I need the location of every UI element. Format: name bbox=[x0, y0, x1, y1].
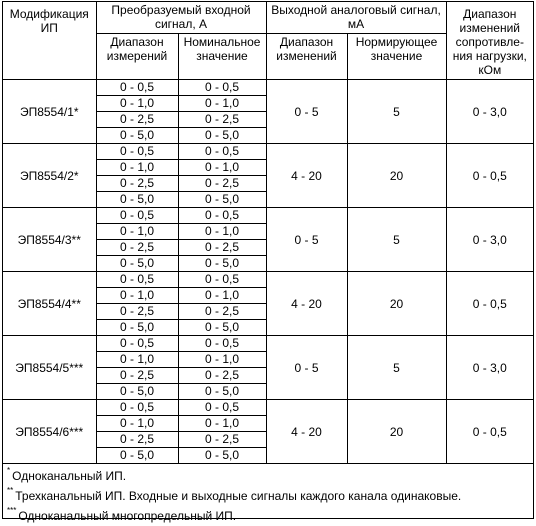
nominal-cell: 0 - 5,0 bbox=[178, 320, 266, 336]
header-load: Диапазон изменений сопротивле-ния нагрузки, кОм bbox=[446, 2, 533, 80]
out-range-cell: 4 - 20 bbox=[266, 144, 347, 208]
range-cell: 0 - 1,0 bbox=[96, 160, 178, 176]
table-row bbox=[3, 400, 533, 416]
range-cell: 0 - 0,5 bbox=[96, 144, 178, 160]
nominal-cell: 0 - 0,5 bbox=[178, 272, 266, 288]
nominal-cell: 0 - 0,5 bbox=[178, 400, 266, 416]
range-cell: 0 - 2,5 bbox=[96, 112, 178, 128]
table-row bbox=[3, 336, 533, 352]
nominal-cell: 0 - 0,5 bbox=[178, 336, 266, 352]
nominal-cell: 0 - 5,0 bbox=[178, 256, 266, 272]
nominal-cell: 0 - 0,5 bbox=[178, 208, 266, 224]
range-cell: 0 - 0,5 bbox=[96, 80, 178, 96]
out-range-cell: 0 - 5 bbox=[266, 80, 347, 144]
nominal-cell: 0 - 2,5 bbox=[178, 240, 266, 256]
footnote bbox=[7, 466, 527, 486]
table-row bbox=[3, 144, 533, 160]
header-normalizing: Нормирующее значение bbox=[347, 34, 446, 80]
range-cell: 0 - 2,5 bbox=[96, 176, 178, 192]
normalizing-cell: 5 bbox=[347, 208, 446, 272]
range-cell: 0 - 5,0 bbox=[96, 448, 178, 464]
model-cell: ЭП8554/1* bbox=[3, 80, 96, 144]
nominal-cell: 0 - 2,5 bbox=[178, 368, 266, 384]
nominal-cell: 0 - 1,0 bbox=[178, 288, 266, 304]
table-header bbox=[3, 2, 533, 80]
nominal-cell: 0 - 5,0 bbox=[178, 128, 266, 144]
nominal-cell: 0 - 1,0 bbox=[178, 160, 266, 176]
nominal-cell: 0 - 1,0 bbox=[178, 416, 266, 432]
footnote-text: Одноканальный ИП. bbox=[12, 469, 127, 483]
footnote bbox=[7, 486, 527, 506]
model-cell: ЭП8554/2* bbox=[3, 144, 96, 208]
range-cell: 0 - 1,0 bbox=[96, 352, 178, 368]
range-cell: 0 - 2,5 bbox=[96, 240, 178, 256]
model-cell: ЭП8554/6*** bbox=[3, 400, 96, 464]
table-row bbox=[3, 80, 533, 96]
normalizing-cell: 5 bbox=[347, 80, 446, 144]
nominal-cell: 0 - 0,5 bbox=[178, 80, 266, 96]
model-cell: ЭП8554/3** bbox=[3, 208, 96, 272]
header-range: Диапазон измерений bbox=[96, 34, 178, 80]
header-nominal: Номинальное значение bbox=[178, 34, 266, 80]
header-output-signal: Выходной аналоговый сигнал, мА bbox=[266, 2, 446, 34]
nominal-cell: 0 - 5,0 bbox=[178, 384, 266, 400]
range-cell: 0 - 1,0 bbox=[96, 288, 178, 304]
range-cell: 0 - 1,0 bbox=[96, 96, 178, 112]
header-model: Модификация ИП bbox=[3, 2, 96, 80]
range-cell: 0 - 5,0 bbox=[96, 320, 178, 336]
range-cell: 0 - 0,5 bbox=[96, 272, 178, 288]
load-cell: 0 - 0,5 bbox=[446, 272, 533, 336]
normalizing-cell: 20 bbox=[347, 144, 446, 208]
footnote-mark: ** bbox=[7, 486, 14, 495]
out-range-cell: 4 - 20 bbox=[266, 400, 347, 464]
range-cell: 0 - 2,5 bbox=[96, 432, 178, 448]
nominal-cell: 0 - 0,5 bbox=[178, 144, 266, 160]
model-cell: ЭП8554/5*** bbox=[3, 336, 96, 400]
range-cell: 0 - 5,0 bbox=[96, 128, 178, 144]
load-cell: 0 - 0,5 bbox=[446, 144, 533, 208]
footnote-text: Трехканальный ИП. Входные и выходные сигналы каждого канала одинаковые. bbox=[15, 489, 462, 503]
range-cell: 0 - 0,5 bbox=[96, 336, 178, 352]
footnote bbox=[7, 506, 527, 526]
table-body bbox=[3, 80, 533, 464]
load-cell: 0 - 3,0 bbox=[446, 80, 533, 144]
range-cell: 0 - 5,0 bbox=[96, 384, 178, 400]
load-cell: 0 - 0,5 bbox=[446, 400, 533, 464]
model-cell: ЭП8554/4** bbox=[3, 272, 96, 336]
nominal-cell: 0 - 2,5 bbox=[178, 432, 266, 448]
footnotes bbox=[3, 464, 533, 526]
spec-table bbox=[3, 2, 533, 464]
range-cell: 0 - 5,0 bbox=[96, 192, 178, 208]
nominal-cell: 0 - 1,0 bbox=[178, 96, 266, 112]
range-cell: 0 - 1,0 bbox=[96, 224, 178, 240]
nominal-cell: 0 - 5,0 bbox=[178, 448, 266, 464]
spec-document bbox=[2, 1, 534, 523]
header-out-range: Диапазон изменений bbox=[266, 34, 347, 80]
out-range-cell: 0 - 5 bbox=[266, 208, 347, 272]
range-cell: 0 - 2,5 bbox=[96, 368, 178, 384]
out-range-cell: 0 - 5 bbox=[266, 336, 347, 400]
nominal-cell: 0 - 5,0 bbox=[178, 192, 266, 208]
footnote-mark: *** bbox=[7, 506, 17, 515]
range-cell: 0 - 5,0 bbox=[96, 256, 178, 272]
out-range-cell: 4 - 20 bbox=[266, 272, 347, 336]
range-cell: 0 - 0,5 bbox=[96, 400, 178, 416]
normalizing-cell: 5 bbox=[347, 336, 446, 400]
header-input-signal: Преобразуемый входной сигнал, А bbox=[96, 2, 266, 34]
nominal-cell: 0 - 2,5 bbox=[178, 304, 266, 320]
nominal-cell: 0 - 1,0 bbox=[178, 352, 266, 368]
range-cell: 0 - 1,0 bbox=[96, 416, 178, 432]
table-row bbox=[3, 208, 533, 224]
range-cell: 0 - 2,5 bbox=[96, 304, 178, 320]
range-cell: 0 - 0,5 bbox=[96, 208, 178, 224]
normalizing-cell: 20 bbox=[347, 400, 446, 464]
footnote-text: Одноканальный многопредельный ИП. bbox=[18, 509, 237, 523]
load-cell: 0 - 3,0 bbox=[446, 336, 533, 400]
nominal-cell: 0 - 2,5 bbox=[178, 176, 266, 192]
table-row bbox=[3, 272, 533, 288]
nominal-cell: 0 - 2,5 bbox=[178, 112, 266, 128]
footnote-mark: * bbox=[7, 466, 11, 475]
nominal-cell: 0 - 1,0 bbox=[178, 224, 266, 240]
normalizing-cell: 20 bbox=[347, 272, 446, 336]
load-cell: 0 - 3,0 bbox=[446, 208, 533, 272]
